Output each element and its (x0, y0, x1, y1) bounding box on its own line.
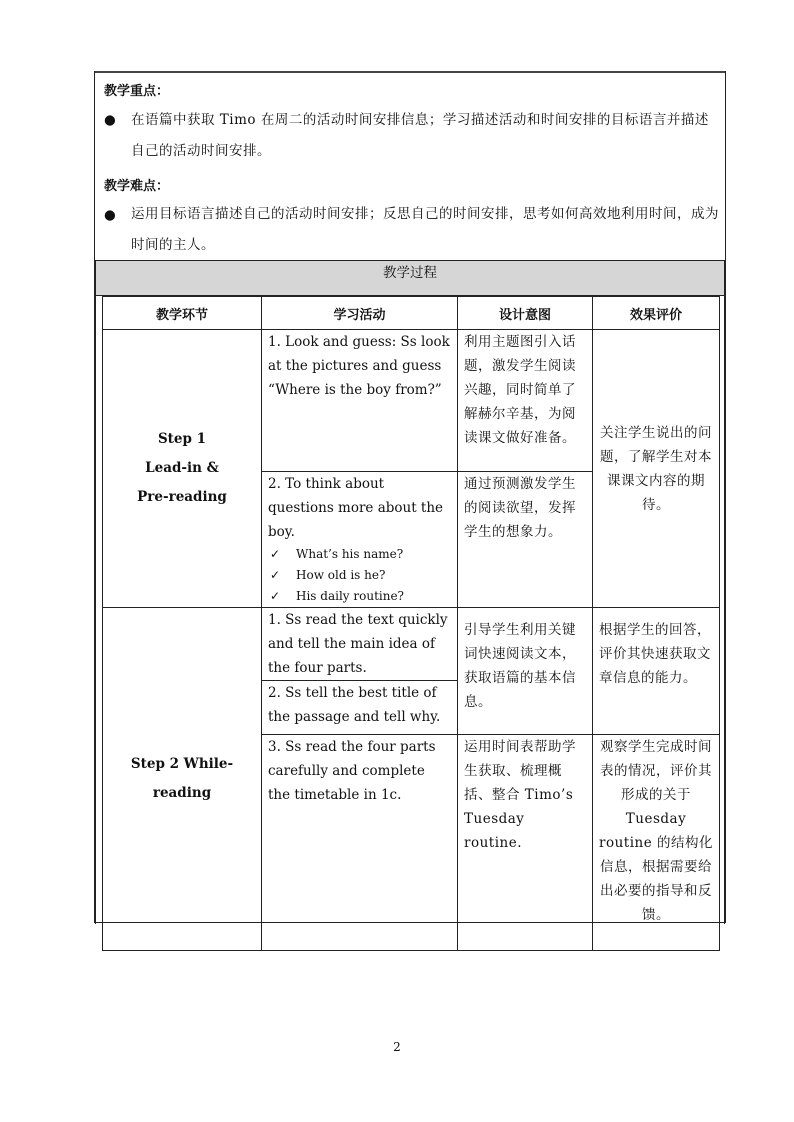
step1-intent1: 利用主题图引入话题，激发学生阅读兴趣，同时简单了解赫尔辛基，为阅读课文做好准备。 (458, 330, 593, 472)
table-header-row (103, 297, 720, 330)
step1-activity2-cell (262, 472, 458, 608)
difficulty-text: 运用目标语言描述自己的活动时间安排；反思自己的时间安排，思考如何高效地利用时间，成为时间的主人。 (131, 206, 719, 253)
header-evaluation: 效果评价 (593, 297, 720, 330)
question-checklist (268, 544, 451, 607)
step2-intent3: 运用时间表帮助学生获取、梳理概括、整合 Timo’s Tuesday routine. (458, 735, 593, 951)
check-icon: ✓ (270, 547, 281, 561)
focus-text: 在语篇中获取 Timo 在周二的活动时间安排信息；学习描述活动和时间安排的目标语言并描述自己的活动时间安排。 (131, 112, 709, 159)
list-item (268, 544, 451, 565)
step1-activity1: 1. Look and guess: Ss look at the pictures and guess “Where is the boy from?” (262, 330, 458, 472)
step2-activity3: 3. Ss read the four parts carefully and complete the timetable in 1c. (262, 735, 458, 951)
step2-activity2: 2. Ss tell the best title of the passage and tell why. (262, 681, 458, 735)
step2-activity1: 1. Ss read the text quickly and tell the main idea of the four parts. (262, 608, 458, 681)
check-text: What’s his name? (296, 547, 404, 561)
step2-eval12: 根据学生的回答，评价其快速获取文章信息的能力。 (593, 608, 720, 735)
bullet-icon: ● (104, 112, 116, 128)
bullet-icon: ● (104, 207, 116, 223)
header-activity: 学习活动 (262, 297, 458, 330)
step1-cell (103, 330, 262, 608)
check-text: His daily routine? (296, 589, 404, 603)
header-stage: 教学环节 (103, 297, 262, 330)
lesson-table (102, 296, 720, 951)
step2-intent12: 引导学生利用关键词快速阅读文本，获取语篇的基本信息。 (458, 608, 593, 735)
check-icon: ✓ (270, 568, 281, 582)
step1-intent2: 通过预测激发学生的阅读欲望，发挥学生的想象力。 (458, 472, 593, 608)
step1-activity2: 2. To think about questions more about the boy. (268, 476, 444, 540)
process-title: 教学过程 (95, 260, 725, 296)
list-item (268, 565, 451, 586)
step2-cell: Step 2 While-reading (103, 608, 262, 951)
table-row (103, 330, 720, 472)
focus-heading: 教学重点： (104, 84, 170, 99)
page-number: 2 (393, 1040, 401, 1054)
check-text: How old is he? (296, 568, 386, 582)
check-icon: ✓ (270, 589, 281, 603)
list-item (268, 586, 451, 607)
step1-line2: Lead-in & (145, 460, 219, 476)
table-row (103, 608, 720, 681)
step2-eval3: 观察学生完成时间表的情况，评价其形成的关于 Tuesday routine 的结构化信息，根据需要给出必要的指导和反馈。 (593, 735, 720, 951)
header-intent: 设计意图 (458, 297, 593, 330)
step1-eval: 关注学生说出的问题，了解学生对本课课文内容的期待。 (593, 330, 720, 608)
step1-line3: Pre-reading (137, 489, 227, 505)
step1-line1: Step 1 (157, 431, 207, 447)
difficulty-heading: 教学难点： (104, 179, 170, 194)
